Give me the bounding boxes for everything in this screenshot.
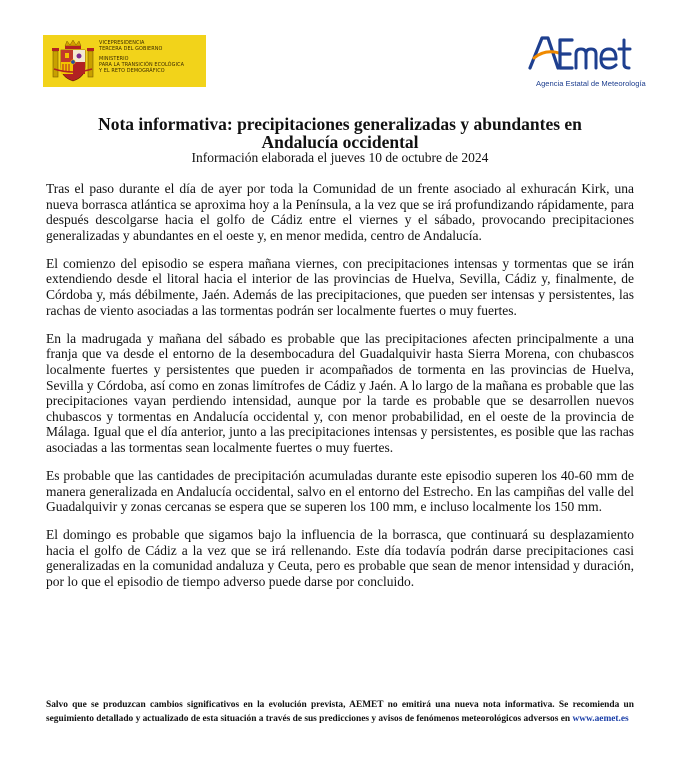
gov-line-4: PARA LA TRANSICIÓN ECOLÓGICA (99, 62, 185, 68)
aemet-wordmark-icon (528, 32, 640, 76)
footer-note (46, 698, 634, 726)
aemet-website-link[interactable]: www.aemet.es (572, 714, 629, 724)
document-body (46, 181, 634, 602)
gov-line-2: TERCERA DEL GOBIERNO (99, 46, 163, 52)
aemet-logo (528, 32, 646, 90)
paragraph-3: En la madrugada y mañana del sábado es probable que las precipitaciones afecten principalmente a una franja que va desde el entorno de la desembocadura del Guadalquivir hasta Sierra Morena, con chubascos localmente fuertes y persistentes que pueden ir acompañados de tormenta en las provincias de Huelva, Sevilla y Córdoba, así como en zonas limítrofes de Cádiz y Jaén. A lo largo de la mañana es probable que las precipitaciones vayan perdiendo intensidad, aunque por la tarde es probable que se desarrollen nuevos chubascos y tormentas en Andalucía occidental y, con menor probabilidad, en el oeste de la provincia de Málaga. Igual que el día anterior, junto a las precipitaciones intensas y persistentes, es posible que las rachas asociadas a las tormentas sean localmente fuertes o muy fuertes. (46, 330, 634, 455)
government-text (99, 40, 203, 74)
coat-of-arms-icon (51, 39, 95, 83)
paragraph-4: Es probable que las cantidades de precipitación acumuladas durante este episodio superen los 40-60 mm de manera generalizada en Andalucía occidental, salvo en el entorno del Estrecho. En las campiñas del valle del Guadalquivir y zonas cercanas se espera que se superen los 100 mm, e incluso localmente los 150 mm. (46, 468, 634, 515)
gov-line-3: MINISTERIO (99, 56, 129, 62)
footer-text: Salvo que se produzcan cambios significativos en la evolución prevista, AEMET no emitirá una nueva nota informativa. Se recomienda un seguimiento detallado y actualizado de esta situación a través de sus predicciones y avisos de fenómenos meteorológicos adversos en (46, 700, 634, 724)
paragraph-1: Tras el paso durante el día de ayer por toda la Comunidad de un frente asociado al exhuracán Kirk, una nueva borrasca atlántica se aproxima hoy a la Península, a la vez que se irá profundizando rápidamente, para después descolgarse hacia el golfo de Cádiz entre el viernes y el sábado, provocando precipitaciones generalizadas y abundantes en el oeste y, en menor medida, centro de Andalucía. (46, 181, 634, 243)
aemet-subtitle: Agencia Estatal de Meteorología (536, 79, 646, 88)
paragraph-5: El domingo es probable que sigamos bajo la influencia de la borrasca, que continuará su desplazamiento hacia el golfo de Cádiz a la vez que se irá rellenando. Este día todavía podrán darse precipitaciones casi generalizadas en la comunidad andaluza y Ceuta, pero es probable que sean de menor intensidad y duración, por lo que el episodio de tiempo adverso puede darse por concluido. (46, 527, 634, 590)
paragraph-2: El comienzo del episodio se espera mañana viernes, con precipitaciones intensas y tormentas que se irán extendiendo desde el litoral hacia el interior de las provincias de Huelva, Sevilla, Cádiz y, finalmente, de Córdoba y, más débilmente, Jaén. Además de las precipitaciones, que pueden ser intensas y persistentes, las rachas de viento asociadas a las tormentas podrán ser localmente fuertes o muy fuertes. (46, 255, 634, 318)
page-subtitle: Información elaborada el jueves 10 de octubre de 2024 (191, 150, 489, 165)
page-title: Nota informativa: precipitaciones generalizadas y abundantes en Andalucía occidental (98, 114, 582, 152)
gov-line-5: Y EL RETO DEMOGRÁFICO (99, 68, 165, 74)
gov-line-1: VICEPRESIDENCIA (99, 40, 145, 46)
government-logo (43, 35, 206, 87)
